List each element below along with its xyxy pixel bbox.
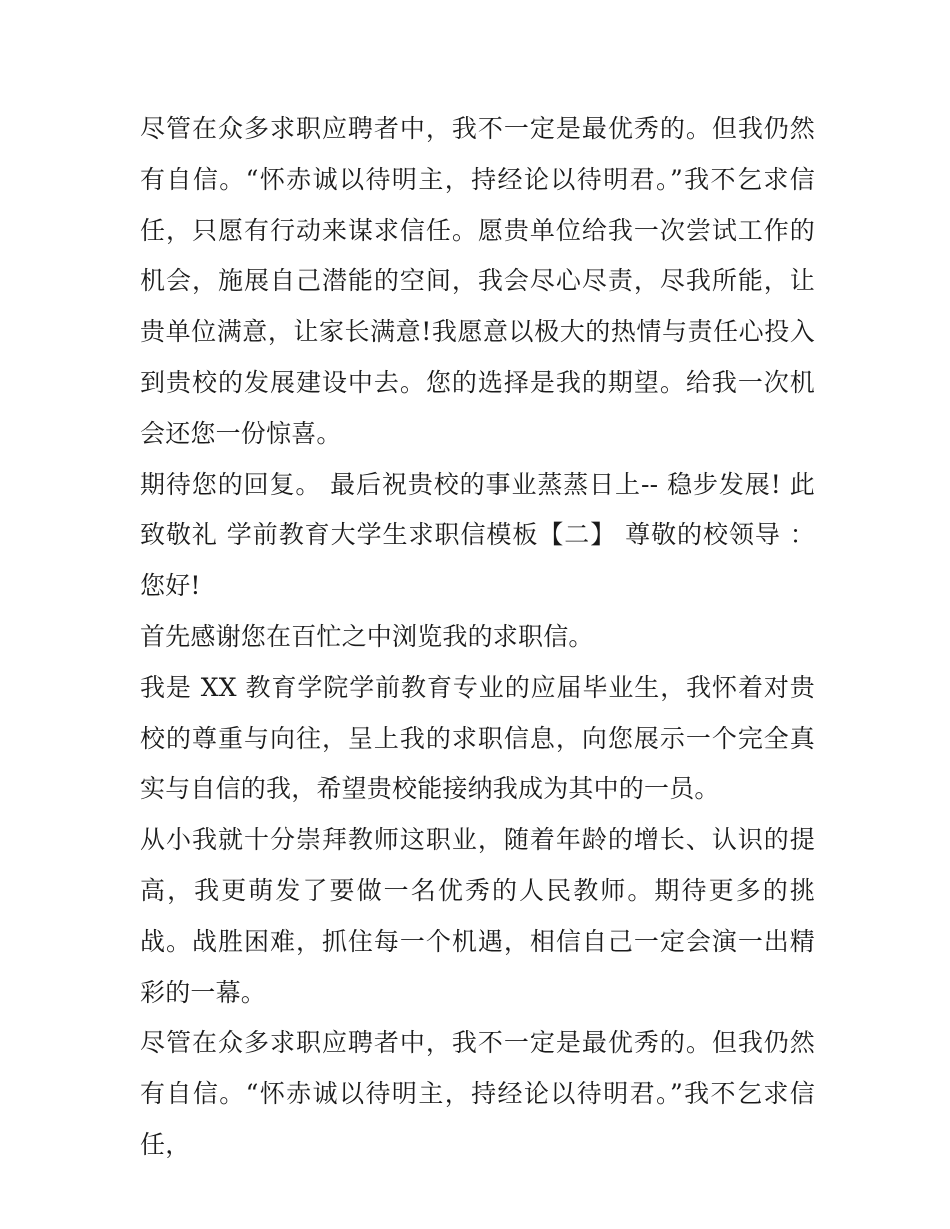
paragraph-thanks: 首先感谢您在百忙之中浏览我的求职信。 [140,621,594,651]
paragraph-introduction: 我是 XX 教育学院学前教育专业的应届毕业生，我怀着对贵校的尊重与向往，呈上我的求职信息，向您展示一个完全真实与自信的我，希望贵校能接纳我成为其中的一员。 [140,672,815,804]
paragraph-closing-and-greeting: 期待您的回复。 最后祝贵校的事业蒸蒸日上-- 稳步发展! 此致敬礼 学前教育大学生求职信模板【二】 尊敬的校领导 ： 您好! [140,469,815,601]
paragraph-aspiration: 从小我就十分崇拜教师这职业，随着年龄的增长、认识的提高，我更萌发了要做一名优秀的人民教师。期待更多的挑战。战胜困难，抓住每一个机遇，相信自己一定会演一出精彩的一幕。 [140,825,815,1007]
paragraph-self-confidence-repeat: 尽管在众多求职应聘者中，我不一定是最优秀的。但我仍然有自信。“怀赤诚以待明主，持经论以待明君。”我不乞求信任， [140,1028,815,1159]
document-body [140,104,815,1171]
paragraph-self-confidence: 尽管在众多求职应聘者中，我不一定是最优秀的。但我仍然有自信。“怀赤诚以待明主，持经论以待明君。”我不乞求信任，只愿有行动来谋求信任。愿贵单位给我一次尝试工作的机会，施展自己潜能的空间，我会尽心尽责，尽我所能，让贵单位满意，让家长满意!我愿意以极大的热情与责任心投入到贵校的发展建设中去。您的选择是我的期望。给我一次机会还您一份惊喜。 [140,114,815,448]
